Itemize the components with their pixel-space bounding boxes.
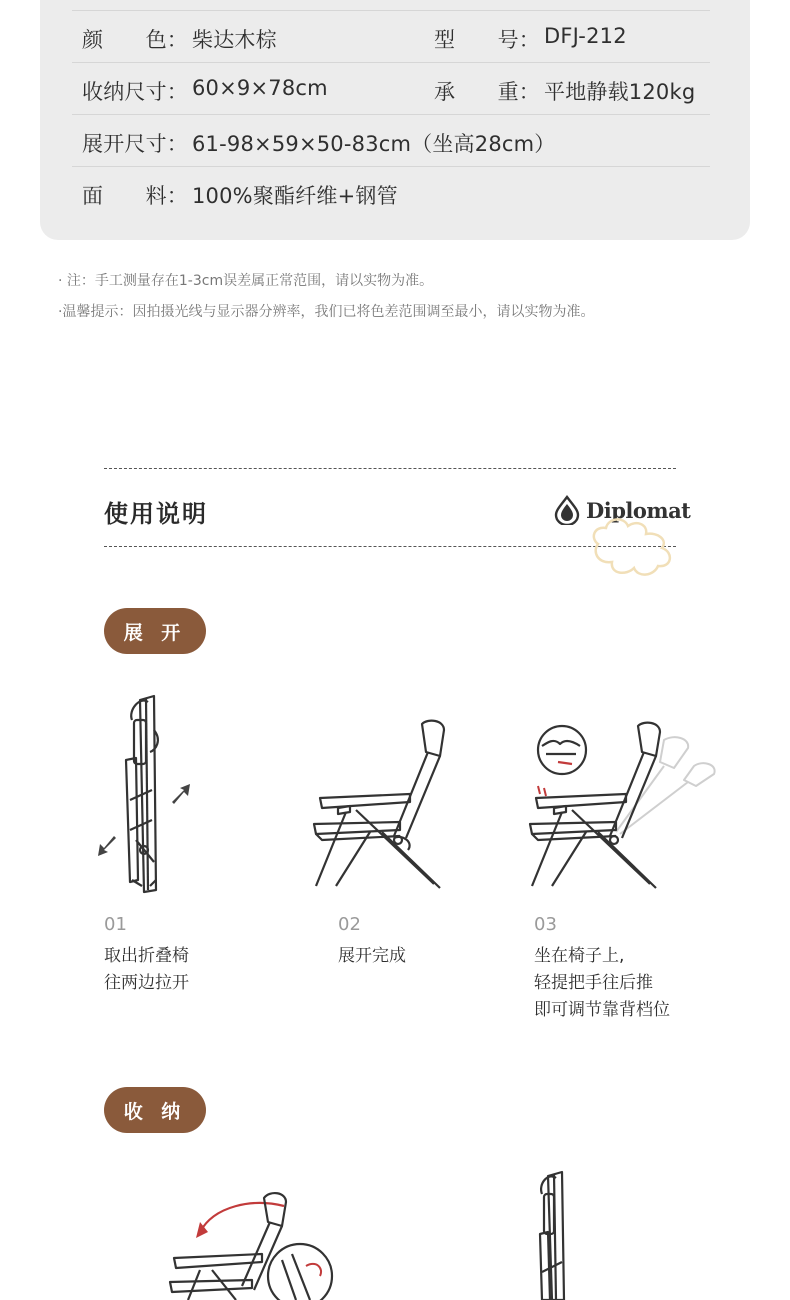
spec-label-color: 颜 色： <box>82 28 188 52</box>
spec-value-folded-size: 60×9×78cm <box>192 76 328 100</box>
step-number: 03 <box>534 914 557 935</box>
spec-divider <box>72 62 710 63</box>
step-text: 展开完成 <box>338 946 406 966</box>
illustration-open-chair <box>310 716 460 894</box>
spec-label-model: 型 号： <box>434 28 540 52</box>
spec-value-load: 平地静载120kg <box>544 80 696 104</box>
spec-label-folded-size: 收纳尺寸： <box>82 80 188 104</box>
spec-value-model: DFJ-212 <box>544 24 627 48</box>
illustration-folded-result <box>528 1168 588 1300</box>
step-text: 坐在椅子上, <box>534 946 625 966</box>
brand-name: Diplomat <box>586 497 691 523</box>
step-text: 即可调节靠背档位 <box>534 1000 670 1020</box>
step-text: 取出折叠椅 <box>104 946 189 966</box>
unfold-pill: 展 开 <box>104 608 206 654</box>
note-measurement: · 注：手工测量存在1-3cm误差属正常范围，请以实物为准。 <box>58 273 434 289</box>
spec-value-fabric: 100%聚酯纤维+钢管 <box>192 184 398 208</box>
cloud-decoration <box>588 514 680 580</box>
note-color-tip: ·温馨提示：因拍摄光线与显示器分辨率，我们已将色差范围调至最小，请以实物为准。 <box>58 304 595 320</box>
spec-value-color: 柴达木棕 <box>192 28 277 52</box>
spec-divider <box>72 10 710 11</box>
step-text: 轻提把手往后推 <box>534 973 653 993</box>
spec-divider <box>72 114 710 115</box>
spec-divider <box>72 166 710 167</box>
illustration-folding-chair <box>166 1186 356 1300</box>
usage-title: 使用说明 <box>104 500 208 528</box>
illustration-reclining-chair <box>524 716 724 896</box>
spec-value-open-size: 61-98×59×50-83cm（坐高28cm） <box>192 132 556 156</box>
brand-drop-icon <box>552 495 582 525</box>
step-number: 01 <box>104 914 127 935</box>
step-number: 02 <box>338 914 361 935</box>
spec-label-fabric: 面 料： <box>82 184 188 208</box>
dashed-divider-top <box>104 468 676 469</box>
step-text: 往两边拉开 <box>104 973 189 993</box>
spec-label-open-size: 展开尺寸： <box>82 132 188 156</box>
fold-pill: 收 纳 <box>104 1087 206 1133</box>
illustration-folded-chair <box>92 690 202 900</box>
spec-label-load: 承 重： <box>434 80 540 104</box>
